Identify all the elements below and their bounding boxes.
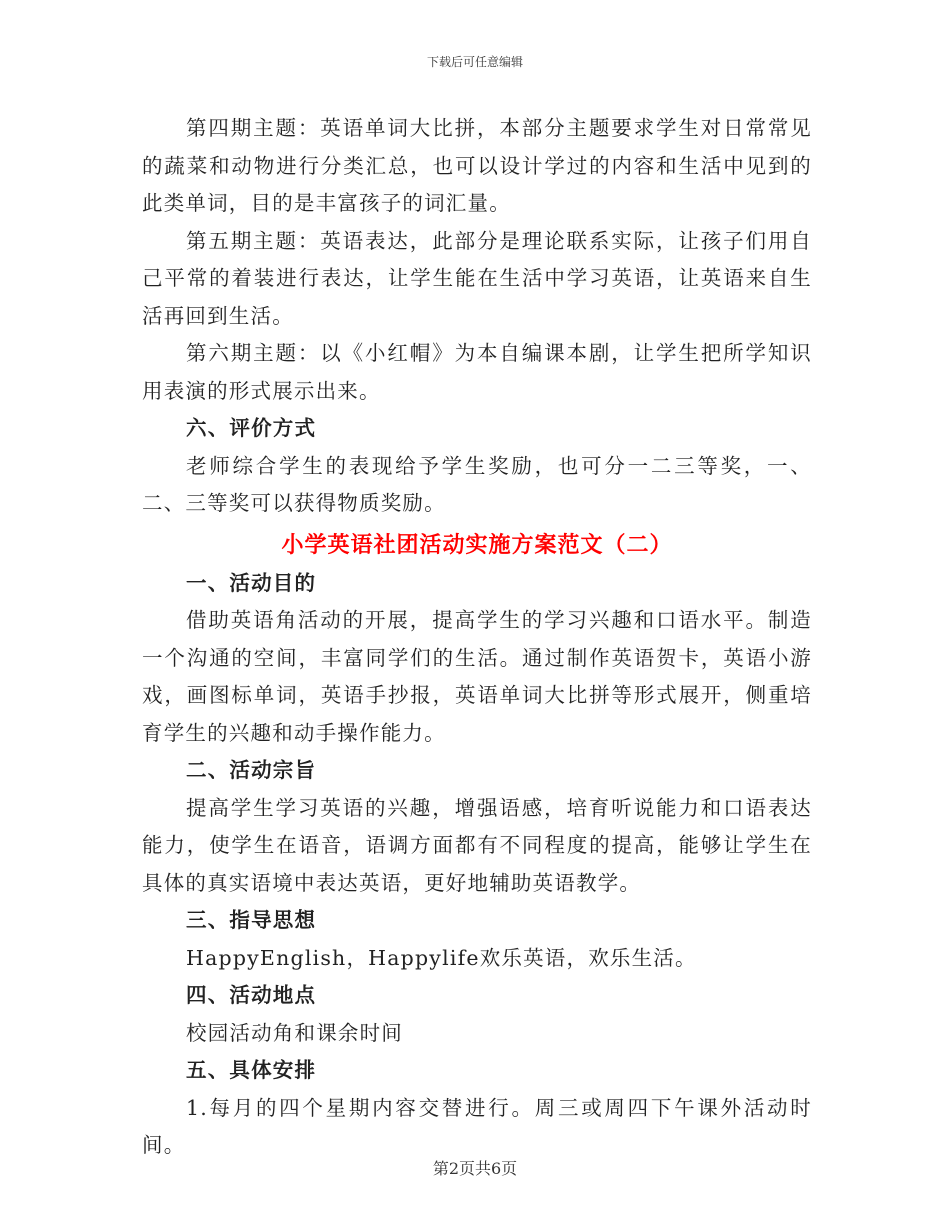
section-heading-location: 四、活动地点 [186,983,317,1007]
paragraph-location: 校园活动角和课余时间 [186,1020,403,1045]
document-title: 小学英语社团活动实施方案范文（二） [281,532,673,558]
section-heading-evaluation: 六、评价方式 [186,416,317,440]
section-heading-purpose: 一、活动目的 [186,570,317,595]
paragraph-evaluation: 老师综合学生的表现给予学生奖励，也可分一二三等奖，一、二、三等奖可以获得物质奖励。 [142,453,812,515]
paragraph-phase-4: 第四期主题：英语单词大比拼，本部分主题要求学生对日常常见的蔬菜和动物进行分类汇总，也可以设计学过的内容和生活中见到的此类单词，目的是丰富孩子的词汇量。 [142,116,812,215]
paragraph-phase-6: 第六期主题：以《小红帽》为本自编课本剧，让学生把所学知识用表演的形式展示出来。 [142,341,812,403]
section-heading-aim: 二、活动宗旨 [186,758,317,782]
document-body [142,110,812,1165]
paragraph-aim: 提高学生学习英语的兴趣，增强语感，培育听说能力和口语表达能力，使学生在语音，语调方面都有不同程度的提高，能够让学生在具体的真实语境中表达英语，更好地辅助英语教学。 [142,795,812,895]
paragraph-schedule: 1.每月的四个星期内容交替进行。周三或周四下午课外活动时间。 [142,1095,812,1157]
page-header: 下载后可任意编辑 [426,55,523,69]
section-heading-schedule: 五、具体安排 [186,1058,317,1082]
paragraph-phase-5: 第五期主题：英语表达，此部分是理论联系实际，让孩子们用自己平常的着装进行表达，让学生能在生活中学习英语，让英语来自生活再回到生活。 [142,228,812,328]
paragraph-purpose: 借助英语角活动的开展，提高学生的学习兴趣和口语水平。制造一个沟通的空间，丰富同学们的生活。通过制作英语贺卡，英语小游戏，画图标单词，英语手抄报，英语单词大比拼等形式展开，侧重培育学生的兴趣和动手操作能力。 [142,608,812,745]
section-heading-guiding-idea: 三、指导思想 [186,908,317,932]
page-footer: 第2页共6页 [432,1159,518,1178]
paragraph-guiding-idea: HappyEnglish，Happylife欢乐英语，欢乐生活。 [186,945,697,970]
